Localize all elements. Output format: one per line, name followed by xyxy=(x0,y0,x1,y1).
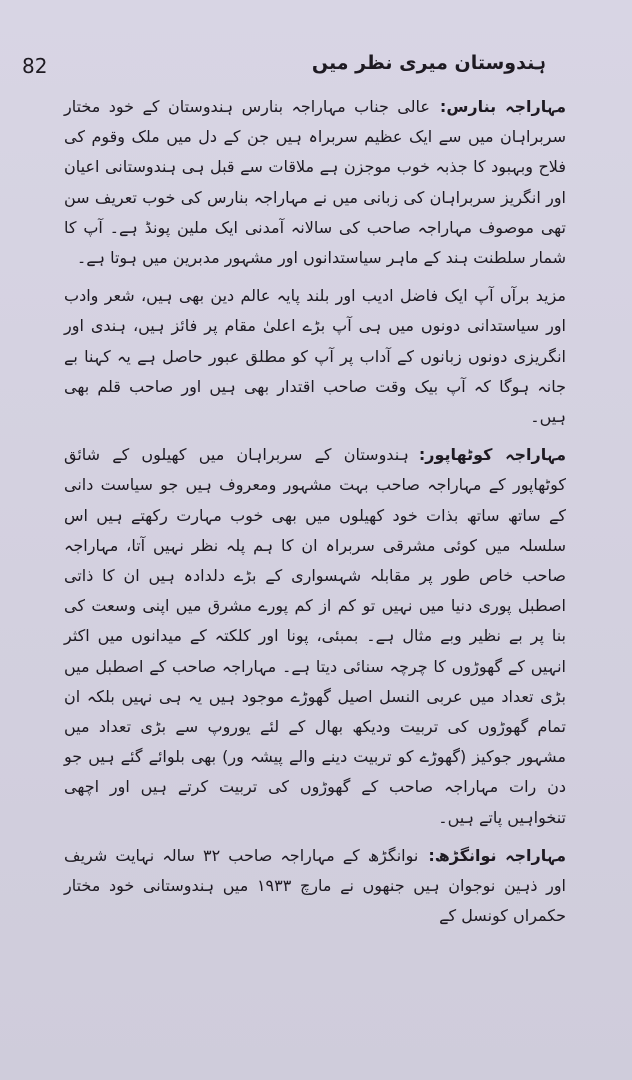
paragraph-maharaja-benares xyxy=(64,92,566,273)
paragraph-benares-continued xyxy=(64,281,566,432)
paragraph-maharaja-kolhapur xyxy=(64,440,566,833)
running-title: ہندوستان میری نظر میں xyxy=(311,52,546,74)
paragraph-heading: مہاراجہ نوانگڑھ: xyxy=(428,845,567,865)
paragraph-text: عالی جناب مہاراجہ بنارس ہندوستان کے خود مختار سربراہان میں سے ایک عظیم سربراہ ہیں جن کے دل میں ملک وقوم کی فلاح وبہبود کا جذبہ خوب موجزن ہے ملاقات سے قبل ہی ہندوستانی اعیان اور انگریز سربراہان کی زبانی میں نے مہاراجہ بنارس کی خوب تعریف سن تھی موصوف مہاراجہ صاحب کی سالانہ آمدنی ایک ملین پونڈ ہے۔ آپ کا شمار سلطنت ہند کے ماہر سیاستدانوں اور مشہور مدبرین میں ہوتا ہے۔ xyxy=(64,97,566,268)
paragraph-text: ہندوستان کے سربراہان میں کھیلوں کے شائق کوٹھاپور کے مہاراجہ صاحب بہت مشہور ومعروف ہیں جو سیاست دانی کے ساتھ ساتھ بذات خود کھیلوں میں بھی خوب مہارت رکھتے ہیں اس سلسلہ میں کوئی مشرقی سربراہ ان کا ہم پلہ نظر نہیں آتا، مہاراجہ صاحب خاص طور پر مقابلہ شہسواری کے بڑے دلدادہ ہیں ان کا ذاتی اصطبل پوری دنیا میں نہیں تو کم از کم پورے مشرق میں اپنی وسعت کی بنا پر بے نظیر وبے مثال ہے۔ بمبئی، پونا اور کلکتہ کے میدانوں میں اکثر انہیں کے گھوڑوں کا چرچہ سنائی دیتا ہے۔ مہاراجہ صاحب کے اصطبل میں بڑی تعداد میں عربی النسل اصیل گھوڑے موجود ہیں یہ ہی نہیں بلکہ ان تمام گھوڑوں کی تربیت ودیکھ بھال کے لئے یوروپ سے بڑی تعداد میں مشہور جوکیز (گھوڑے کو تربیت دینے والے پیشہ ور) بھی بلوائے گئے ہیں جو دن رات مہاراجہ صاحب کے گھوڑوں کی تربیت کرتے ہیں اور اچھی تنخواہیں پاتے ہیں۔ xyxy=(64,445,566,827)
page-body xyxy=(64,92,566,931)
page-number: 82 xyxy=(22,54,48,78)
paragraph-heading: مہاراجہ کوٹھاپور: xyxy=(418,445,567,465)
paragraph-heading: مہاراجہ بنارس: xyxy=(439,97,566,116)
paragraph-text: نوانگڑھ کے مہاراجہ صاحب ۳۲ سالہ نہایت شریف اور ذہین نوجوان ہیں جنھوں نے مارچ ۱۹۳۳ میں ہندوستانی خود مختار حکمراں کونسل کے xyxy=(64,845,566,926)
paragraph-text: مزید برآں آپ ایک فاضل ادیب اور بلند پایہ عالم دین بھی ہیں، شعر وادب اور سیاستدانی دونوں میں ہی آپ بڑے اعلیٰ مقام پر فائز ہیں، ہندی اور انگریزی دونوں زبانوں کے آداب پر آپ کو مطلق عبور حاصل ہے یہ کہنا بے جانہ ہوگا کہ آپ بیک وقت صاحب اقتدار بھی ہیں اور صاحب قلم بھی ہیں۔ xyxy=(64,286,566,427)
page-header xyxy=(0,52,632,86)
paragraph-maharaja-nawanagar xyxy=(64,841,566,932)
